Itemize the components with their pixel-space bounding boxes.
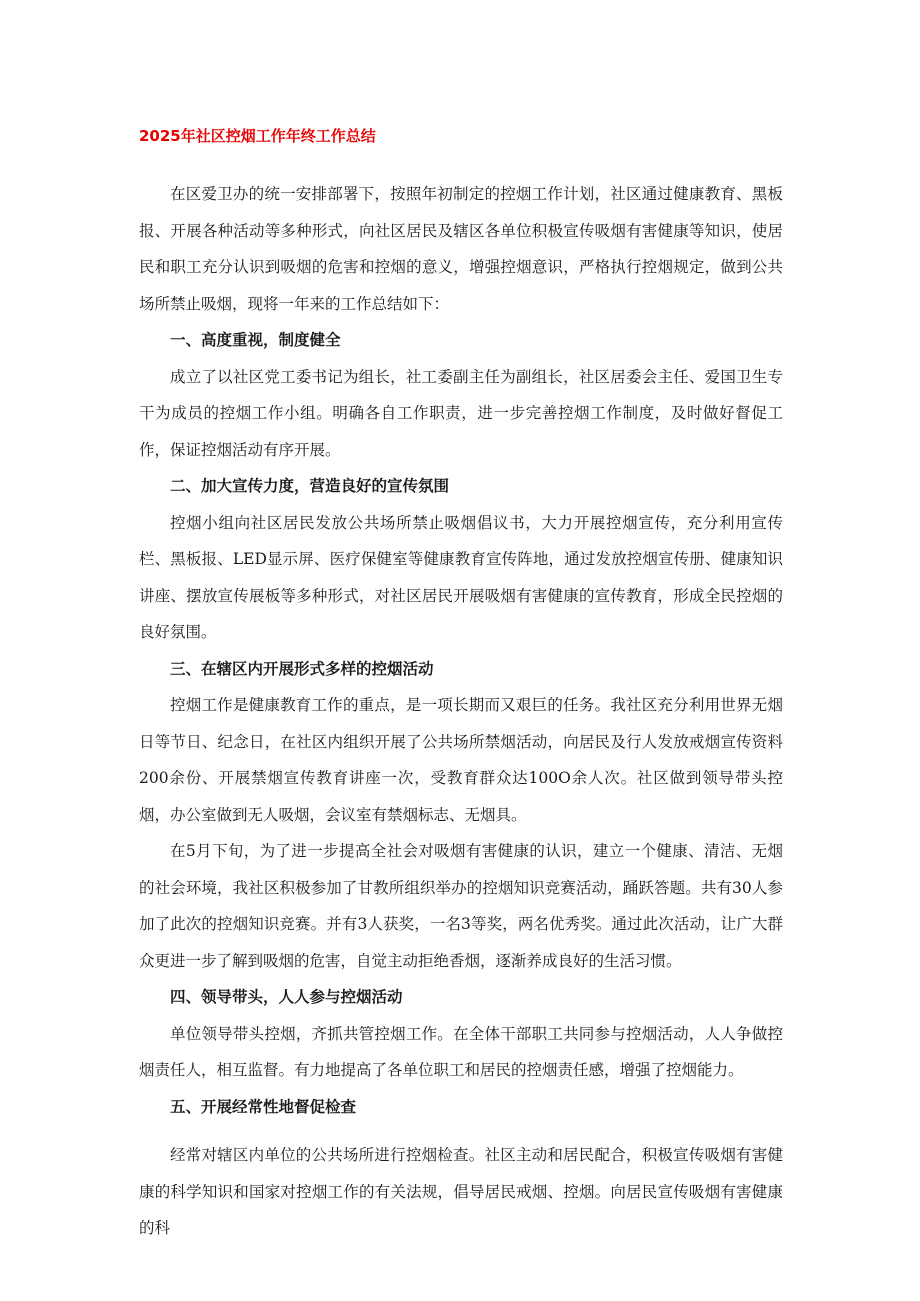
section-heading-5: 五、开展经常性地督促检查 <box>170 1097 357 1116</box>
section-3-paragraph-1: 控烟工作是健康教育工作的重点，是一项长期而又艰巨的任务。我社区充分利用世界无烟日等节日、纪念日，在社区内组织开展了公共场所禁烟活动，向居民及行人发放戒烟宣传资料200余份、开展禁烟宣传教育讲座一次，受教育群众达100O余人次。社区做到领导带头控烟，办公室做到无人吸烟，会议室有禁烟标志、无烟具。 <box>139 696 783 824</box>
section-4-paragraph: 单位领导带头控烟，齐抓共管控烟工作。在全体干部职工共同参与控烟活动，人人争做控烟责任人，相互监督。有力地提高了各单位职工和居民的控烟责任感，增强了控烟能力。 <box>139 1024 783 1079</box>
section-heading-3: 三、在辖区内开展形式多样的控烟活动 <box>170 659 434 678</box>
section-3-paragraph-2: 在5月下旬，为了进一步提高全社会对吸烟有害健康的认识，建立一个健康、清洁、无烟的社会环境，我社区积极参加了甘教所组织举办的控烟知识竞赛活动，踊跃答题。共有30人参加了此次的控烟知识竞赛。并有3人获奖，一名3等奖，两名优秀奖。通过此次活动，让广大群众更进一步了解到吸烟的危害，自觉主动拒绝香烟，逐渐养成良好的生活习惯。 <box>139 842 783 970</box>
section-heading-1: 一、高度重视，制度健全 <box>170 331 341 349</box>
section-1-paragraph: 成立了以社区党工委书记为组长，社工委副主任为副组长，社区居委会主任、爱国卫生专干为成员的控烟工作小组。明确各自工作职责，进一步完善控烟工作制度，及时做好督促工作，保证控烟活动有序开展。 <box>139 367 783 459</box>
document-title: 2025年社区控烟工作年终工作总结 <box>139 127 376 145</box>
section-heading-4: 四、领导带头，人人参与控烟活动 <box>170 988 403 1006</box>
intro-paragraph: 在区爱卫办的统一安排部署下，按照年初制定的控烟工作计划，社区通过健康教育、黑板报、开展各种活动等多种形式，向社区居民及辖区各单位积极宣传吸烟有害健康等知识，使居民和职工充分认识到吸烟的危害和控烟的意义，增强控烟意识，严格执行控烟规定，做到公共场所禁止吸烟，现将一年来的工作总结如下： <box>139 185 783 313</box>
section-2-paragraph: 控烟小组向社区居民发放公共场所禁止吸烟倡议书，大力开展控烟宣传，充分利用宣传栏、黑板报、LED显示屏、医疗保健室等健康教育宣传阵地，通过发放控烟宣传册、健康知识讲座、摆放宣传展板等多种形式，对社区居民开展吸烟有害健康的宣传教育，形成全民控烟的良好氛围。 <box>139 513 783 641</box>
section-heading-2: 二、加大宣传力度，营造良好的宣传氛围 <box>170 477 450 495</box>
section-5-paragraph: 经常对辖区内单位的公共场所进行控烟检查。社区主动和居民配合，积极宣传吸烟有害健康的科学知识和国家对控烟工作的有关法规，倡导居民戒烟、控烟。向居民宣传吸烟有害健康的科 <box>139 1146 783 1237</box>
document-body <box>139 176 783 1247</box>
